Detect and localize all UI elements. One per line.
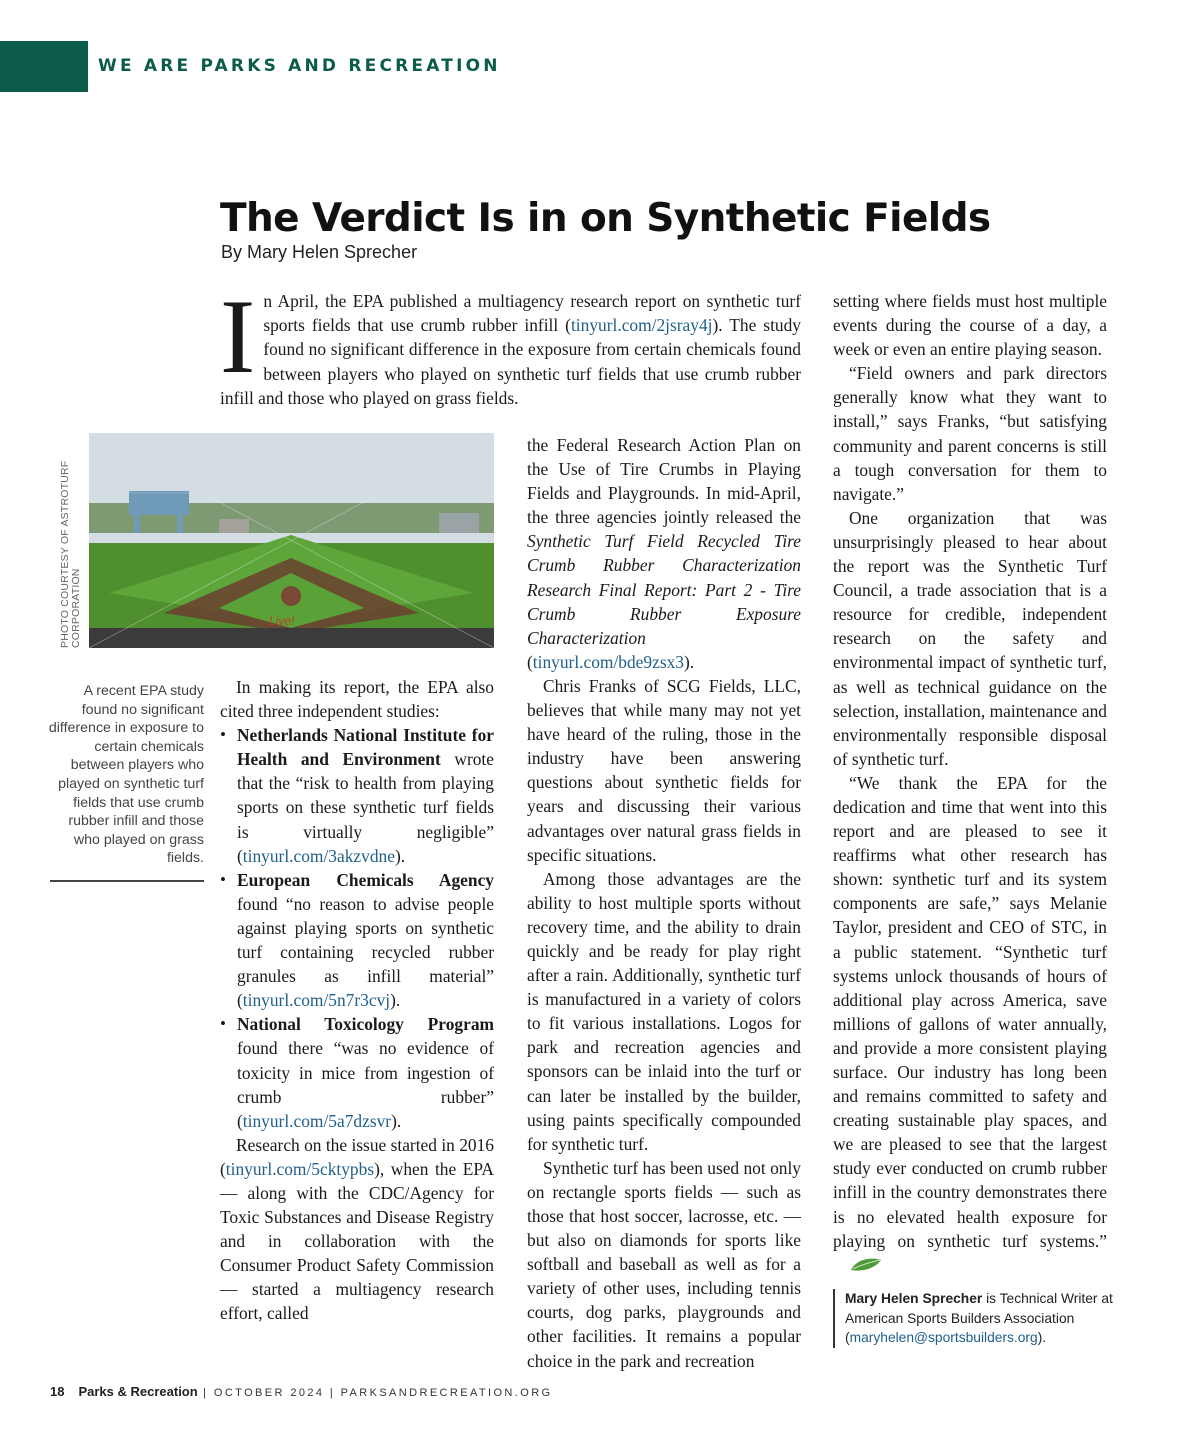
paragraph: setting where fields must host multiple events during the course of a day, a week or even an entire playing season. [833, 291, 1107, 360]
list-item: • National Toxicology Program found there “was no evidence of toxicity in mice from ingestion of crumb rubber” (tinyurl.com/5a7dzsvr). [220, 1014, 494, 1131]
website-link[interactable]: PARKSANDRECREATION.ORG [340, 1387, 553, 1399]
paragraph: Among those advantages are the ability to host multiple sports without recovery time, and the ability to drain quickly and be ready for play right after a rain. Additionally, synthetic turf is manufactured in a variety of colors to fit various installations. Logos for park and recreation agencies and sponsors can be inlaid into the turf or can later be installed by the builder, using paints specifically compounded for synthetic turf. [527, 868, 801, 1154]
paragraph: One organization that was unsurprisingly pleased to hear about the report was the Synthetic Turf Council, a trade association that is a resource for credible, independent research on the safety and environmental impact of synthetic turf, as well as technical guidance on the selection, installation, maintenance and environmentally responsible disposal of synthetic turf. [833, 507, 1107, 769]
author-name: Mary Helen Sprecher [845, 1291, 983, 1306]
drop-cap: I [220, 278, 256, 395]
bullet-icon: • [220, 869, 226, 889]
paragraph: Chris Franks of SCG Fields, LLC, believes that while many may not yet have heard of the ruling, those in the industry have been answering questions about synthetic fields for years and discussing their various advantages over natural grass fields in specific situations. [527, 675, 801, 865]
bullet-icon: • [220, 725, 226, 745]
author-bio: Mary Helen Sprecher is Technical Writer at American Sports Builders Association (maryhelen@sportsbuilders.org). [833, 1289, 1113, 1348]
baseball-field-photo [89, 433, 494, 648]
column-three [833, 289, 1107, 1279]
article-title: The Verdict Is in on Synthetic Fields [220, 196, 991, 241]
list-item: • European Chemicals Agency found “no reason to advise people against playing sports on synthetic turf containing recycled rubber granules as infill material” (tinyurl.com/5n7r3cvj). [220, 869, 494, 1011]
article-intro: In April, the EPA published a multiagency research report on synthetic turf sports fields that use crumb rubber infill (tinyurl.com/2jsray4j). The study found no significant difference in the exposure from certain chemicals found between players who played on synthetic turf fields that use crumb rubber infill and those who played on grass fields. [220, 278, 801, 408]
paragraph: “Field owners and park directors generally know what they want to install,” says Franks, “but satisfying community and parent concerns is still a tough conversation for them to navigate.” [833, 363, 1107, 504]
caption-divider [50, 880, 204, 882]
study-link[interactable]: tinyurl.com/3akzvdne [242, 845, 395, 866]
paragraph: “We thank the EPA for the dedication and time that went into this report and are pleased to see it reaffirms what other research has shown: synthetic turf and its system components are safe,” says Melanie Taylor, president and CEO of STC, in a public statement. “Synthetic turf systems unlock thousands of hours of additional play across America, save millions of gallons of water annually, and provide a more consistent playing surface. Our industry has long been and remains committed to safety and creating sustainable play spaces, and we are pleased to see that the largest study ever conducted on crumb rubber infill in the country demonstrates there is no elevated health exposure for playing on synthetic turf systems.” [833, 771, 1107, 1279]
study-link[interactable]: tinyurl.com/5a7dzsvr [242, 1110, 392, 1131]
author-email-link[interactable]: maryhelen@sportsbuilders.org [849, 1330, 1038, 1345]
magazine-name: Parks & Recreation [78, 1384, 198, 1399]
intro-link[interactable]: tinyurl.com/2jsray4j [570, 315, 713, 336]
photo-caption: A recent EPA study found no significant difference in exposure to certain chemicals between players who played on synthetic turf fields that use crumb rubber infill and those who played on grass fields. [48, 683, 204, 867]
issue-date: OCTOBER 2024 [213, 1387, 325, 1399]
header-color-block [0, 41, 88, 92]
studies-list [220, 723, 494, 1133]
svg-text:Live!: Live! [269, 614, 295, 628]
leaf-end-icon [833, 1255, 883, 1279]
research-link[interactable]: tinyurl.com/5cktypbs [225, 1158, 375, 1179]
page-number: 18 [50, 1384, 65, 1399]
list-item: • Netherlands National Institute for Health and Environment wrote that the “risk to health from playing sports on these synthetic turf fields is virtually negligible” (tinyurl.com/3akzvdne). [220, 725, 494, 866]
column-two [527, 433, 801, 1373]
paragraph: the Federal Research Action Plan on the Use of Tire Crumbs in Playing Fields and Playgrounds. In mid-April, the three agencies jointly released the Synthetic Turf Field Recycled Tire Crumb Rubber Characterization Research Final Report: Part 2 - Tire Crumb Rubber Exposure Characterization (tinyurl.com/bde9zsx3). [527, 435, 801, 672]
paragraph: In making its report, the EPA also cited three independent studies: [220, 677, 494, 722]
paragraph: Synthetic turf has been used not only on rectangle sports fields — such as those that host soccer, lacrosse, etc. — but also on diamonds for sports like softball and baseball as well as for a variety of other uses, including tennis courts, dog parks, playgrounds and other facilities. It remains a popular choice in the park and recreation [527, 1157, 801, 1371]
photo-credit: PHOTO COURTESY OF ASTROTURF CORPORATION [59, 460, 82, 648]
page-footer: 18 Parks & Recreation | OCTOBER 2024 | PARKSANDRECREATION.ORG [50, 1384, 553, 1399]
report-link[interactable]: tinyurl.com/bde9zsx3 [532, 651, 684, 672]
paragraph: Research on the issue started in 2016 (tinyurl.com/5cktypbs), when the EPA — along with the CDC/Agency for Toxic Substances and Disease Registry and in collaboration with the Consumer Product Safety Commission — started a multiagency research effort, called [220, 1134, 494, 1324]
study-link[interactable]: tinyurl.com/5n7r3cvj [242, 990, 391, 1011]
section-header: WE ARE PARKS AND RECREATION [98, 56, 501, 76]
article-byline: By Mary Helen Sprecher [221, 242, 418, 262]
bullet-icon: • [220, 1014, 226, 1034]
column-one [220, 675, 494, 1326]
